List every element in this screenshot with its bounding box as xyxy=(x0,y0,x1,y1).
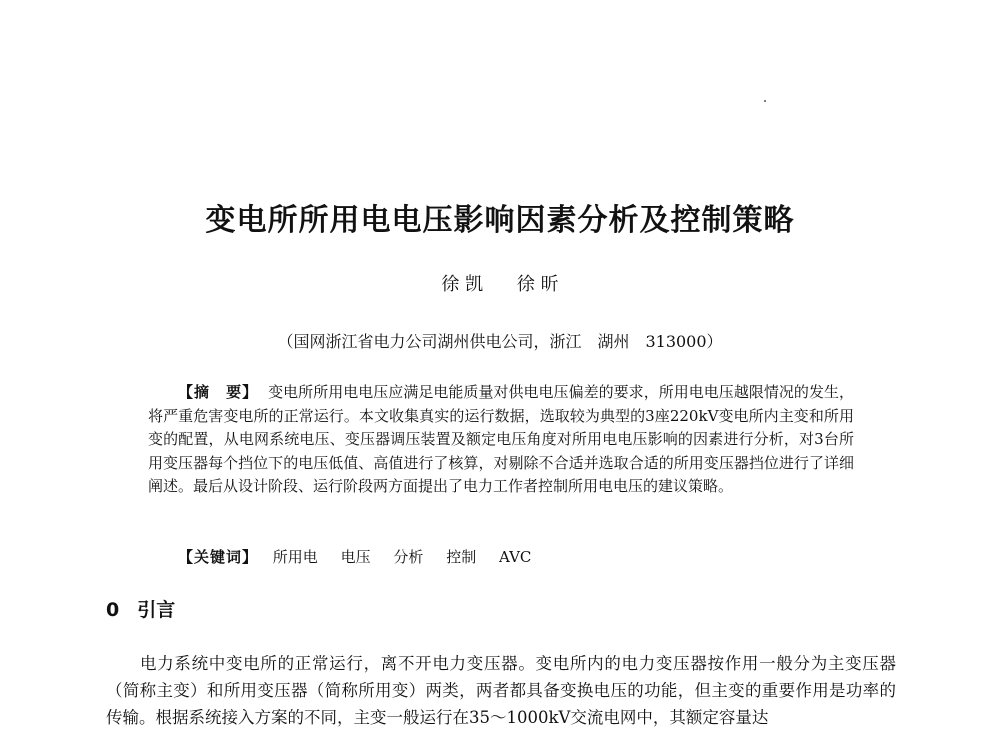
paper-title: 变电所所用电电压影响因素分析及控制策略 xyxy=(205,203,795,238)
keywords-label: 【关键词】 xyxy=(178,548,259,566)
keyword-4: 控制 xyxy=(446,548,477,566)
keyword-1: 所用电 xyxy=(272,548,318,566)
section-number: 0 xyxy=(106,599,120,621)
abstract-text: 变电所所用电电压应满足电能质量对供电电压偏差的要求，所用电电压越限情况的发生，将严重危害变电所的正常运行。本文收集真实的运行数据，选取较为典型的3座220kV变电所内主变和所用变的配置，从电网系统电压、变压器调压装置及额定电压角度对所用电电压影响的因素进行分析，对3台所用变压器每个挡位下的电压低值、高值进行了核算，对剔除不合适并选取合适的所用变压器挡位进行了详细阐述。最后从设计阶段、运行阶段两方面提出了电力工作者控制所用电电压的建议策略。 xyxy=(148,383,854,495)
affiliation: （国网浙江省电力公司湖州供电公司，浙江 湖州 313000） xyxy=(277,332,723,351)
author-list xyxy=(0,272,1000,298)
author-2: 徐 昕 xyxy=(516,274,559,295)
scan-speck xyxy=(764,100,766,102)
keywords xyxy=(178,545,549,569)
keyword-5: AVC xyxy=(498,548,532,566)
body-paragraph: 电力系统中变电所的正常运行，离不开电力变压器。变电所内的电力变压器按作用一般分为主变压器（简称主变）和所用变压器（简称所用变）两类，两者都具备变换电压的功能，但主变的重要作用是功率的传输。根据系统接入方案的不同，主变一般运行在35～1000kV交流电网中，其额定容量达 xyxy=(106,654,896,727)
section-heading xyxy=(106,597,175,623)
section-title: 引言 xyxy=(137,599,176,621)
keyword-2: 电压 xyxy=(340,548,371,566)
author-1: 徐 凯 xyxy=(441,274,484,295)
keyword-3: 分析 xyxy=(393,548,424,566)
abstract xyxy=(148,381,854,499)
abstract-label: 【摘 要】 xyxy=(178,383,259,401)
